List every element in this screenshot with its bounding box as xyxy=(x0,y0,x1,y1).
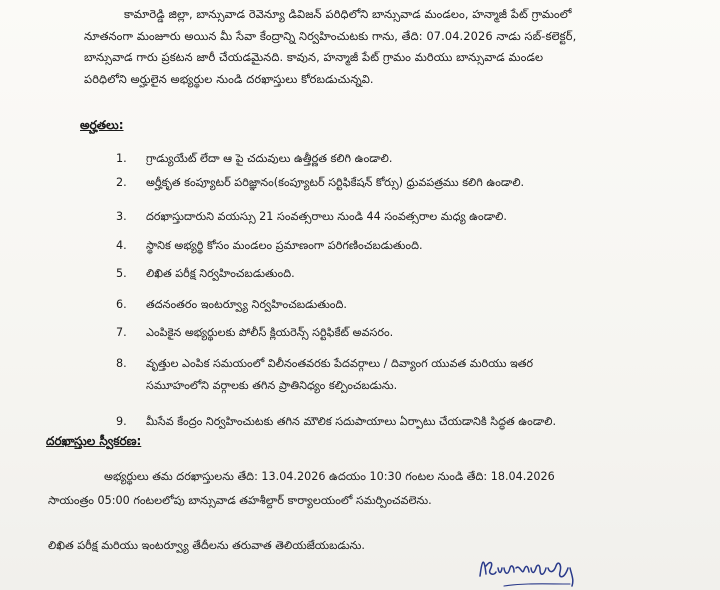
criteria-text: అర్హీకృత కంప్యూటర్ పరిజ్ఞానం(కంప్యూటర్ సర్టిఫికేషన్ కోర్సు) ధ్రువపత్రము కలిగి ఉండాలి. xyxy=(146,176,525,189)
submission-line-3: లిఖిత పరీక్ష మరియు ఇంటర్వ్యూ తేదీలను తరువాత తెలియజేయబడును. xyxy=(48,539,365,552)
criteria-number: 5. xyxy=(116,267,127,280)
criteria-item-8-continued xyxy=(146,376,397,396)
criteria-number: 2. xyxy=(116,176,127,189)
criteria-text: సమూహంలోని వర్గాలకు తగిన ప్రాతినిధ్యం కల్పించబడును. xyxy=(146,379,398,392)
intro-line-3: బాన్సువాడ గారు ప్రకటన జారీ చేయడమైనది. కావున, హన్మాజీ పేట్ గ్రామం మరియు బాన్సువాడ మండల xyxy=(84,50,544,64)
criteria-text: మీసేవ కేంద్రం నిర్వహించుటకు తగిన మౌలిక సదుపాయాలు ఏర్పాటు చేయడానికి సిద్ధత ఉండాలి. xyxy=(146,415,557,428)
criteria-text: లిఖిత పరీక్ష నిర్వహించబడుతుంది. xyxy=(146,267,295,280)
criteria-text: వృత్తుల ఎంపిక సమయంలో విలీనంతవరకు పేదవర్గాలు / దివ్యాంగ యువత మరియు ఇతర xyxy=(146,357,534,370)
submission-heading: దరఖాస్తుల స్వీకరణ: xyxy=(46,434,142,448)
intro-paragraph xyxy=(84,4,684,90)
submission-line-1: అభ్యర్థులు తమ దరఖాస్తులను తేది: 13.04.2026 ఉదయం 10:30 గంటల నుండి తేది: 18.04.2026 xyxy=(104,470,555,483)
criteria-number: 8. xyxy=(116,357,127,370)
criteria-text: దరఖాస్తుదారుని వయస్సు 21 సంవత్సరాలు నుండి 44 సంవత్సరాల మధ్య ఉండాలి. xyxy=(146,210,507,223)
intro-line-4: పరిధిలోని అర్హులైన అభ్యర్థుల నుండి దరఖాస్తులు కోరబడుచున్నవి. xyxy=(84,71,374,86)
criteria-text: ఎంపికైన అభ్యర్థులకు పోలీస్ క్లియరెన్స్ సర్టిఫికేట్ అవసరం. xyxy=(146,326,394,339)
criteria-number: 4. xyxy=(116,239,127,252)
intro-line-2: నూతనంగా మంజూరు అయిన మీ సేవా కేంద్రాన్ని నిర్వహించుటకు గాను, తేది: 07.04.2026 నాడు సబ్-కలెక్టర్, xyxy=(84,28,577,43)
submission-line-2: సాయంత్రం 05:00 గంటలలోపు బాన్సువాడ తహశీల్దార్ కార్యాలయంలో సమర్పించవలెను. xyxy=(48,494,432,507)
criteria-text: తదనంతరం ఇంటర్వ్యూ నిర్వహించబడుతుంది. xyxy=(146,298,347,311)
criteria-number: 6. xyxy=(116,298,127,311)
criteria-text: స్థానిక అభ్యర్థి కోసం మండలం ప్రమాణంగా పరిగణించబడుతుంది. xyxy=(146,239,423,252)
criteria-number: 7. xyxy=(116,326,127,339)
intro-line-1: కామారెడ్డి జిల్లా, బాన్సువాడ రెవెన్యూ డివిజన్ పరిధిలోని బాన్సువాడ మండలం, హన్మాజీ పేట్ గ్రామంలో xyxy=(124,7,572,21)
signature-image xyxy=(474,546,594,590)
criteria-number: 1. xyxy=(116,152,127,165)
criteria-number: 9. xyxy=(116,415,127,428)
criteria-number: 3. xyxy=(116,210,127,223)
eligibility-heading: అర్హతలు: xyxy=(80,118,124,132)
criteria-text: గ్రాడ్యుయేట్ లేదా ఆ పై చదువులు ఉత్తీర్ణత కలిగి ఉండాలి. xyxy=(146,152,393,165)
